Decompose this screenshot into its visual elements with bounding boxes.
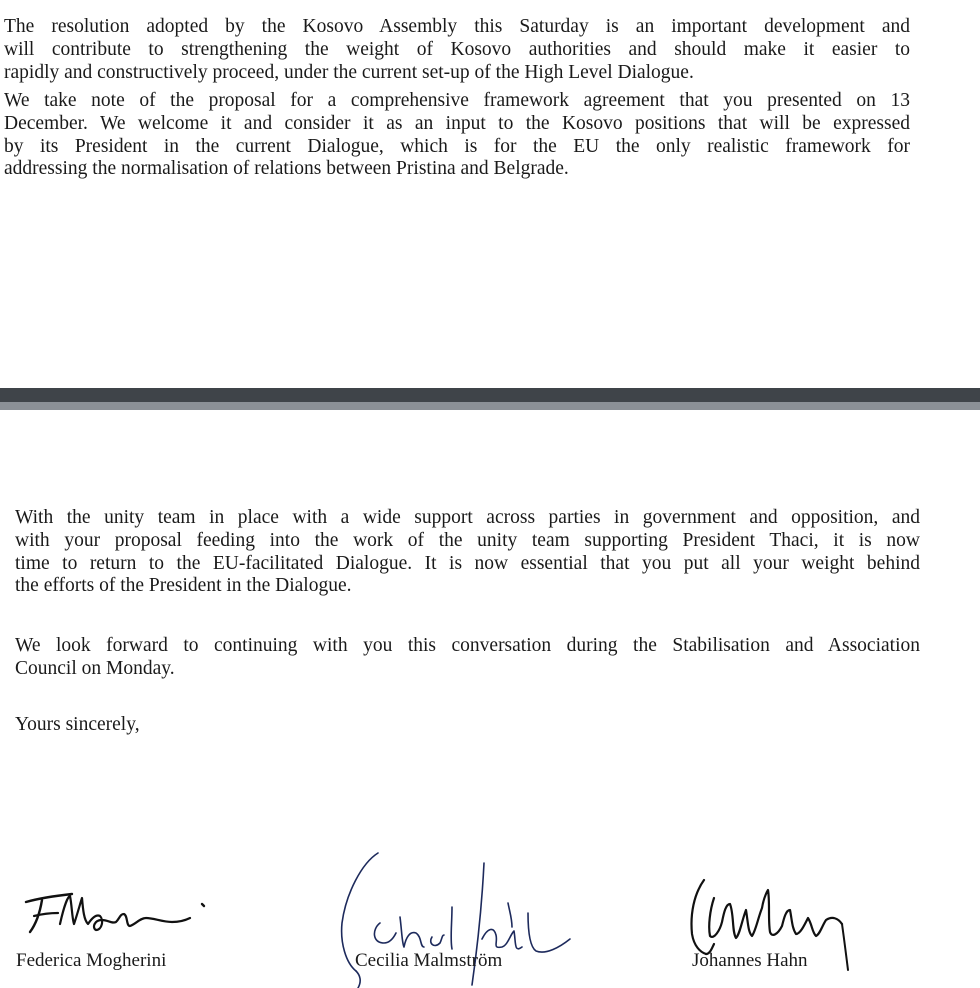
signatory-name: Johannes Hahn xyxy=(692,950,808,971)
text-line: We look forward to continuing with you this conversation during the Stabilisation and Association xyxy=(15,635,920,656)
text-line: The resolution adopted by the Kosovo Assembly this Saturday is an important development and xyxy=(4,16,910,37)
text-line: by its President in the current Dialogue, which is for the EU the only realistic framework for xyxy=(4,135,910,157)
text-line: rapidly and constructively proceed, under the current set-up of the High Level Dialogue. xyxy=(4,61,694,83)
signatory-name: Cecilia Malmström xyxy=(355,950,503,971)
page-divider xyxy=(0,388,980,410)
text-line: With the unity team in place with a wide support across parties in government and opposition, and xyxy=(15,507,920,528)
text-line: December. We welcome it and consider it as an input to the Kosovo positions that will be expressed xyxy=(4,112,910,134)
paragraph-resolution xyxy=(4,16,910,84)
closing-text: Yours sincerely, xyxy=(15,714,140,735)
signatory-name: Federica Mogherini xyxy=(16,950,167,971)
text-line: Council on Monday. xyxy=(15,657,175,679)
text-line: We take note of the proposal for a comprehensive framework agreement that you presented on 13 xyxy=(4,90,910,111)
paragraph-framework-proposal xyxy=(4,90,910,181)
paragraph-unity-team xyxy=(15,507,920,598)
text-line: the efforts of the President in the Dialogue. xyxy=(15,575,352,597)
text-line: addressing the normalisation of relations between Pristina and Belgrade. xyxy=(4,158,569,180)
text-line: time to return to the EU-facilitated Dialogue. It is now essential that you put all your weight behind xyxy=(15,552,920,574)
closing-salutation xyxy=(15,714,140,737)
signature-mogherini xyxy=(20,884,210,944)
letter-page-top xyxy=(0,0,980,388)
paragraph-look-forward xyxy=(15,635,920,681)
text-line: will contribute to strengthening the weight of Kosovo authorities and should make it easier to xyxy=(4,38,910,60)
text-line: with your proposal feeding into the work of the unity team supporting President Thaci, it is now xyxy=(15,529,920,551)
letter-page-bottom xyxy=(0,410,980,988)
